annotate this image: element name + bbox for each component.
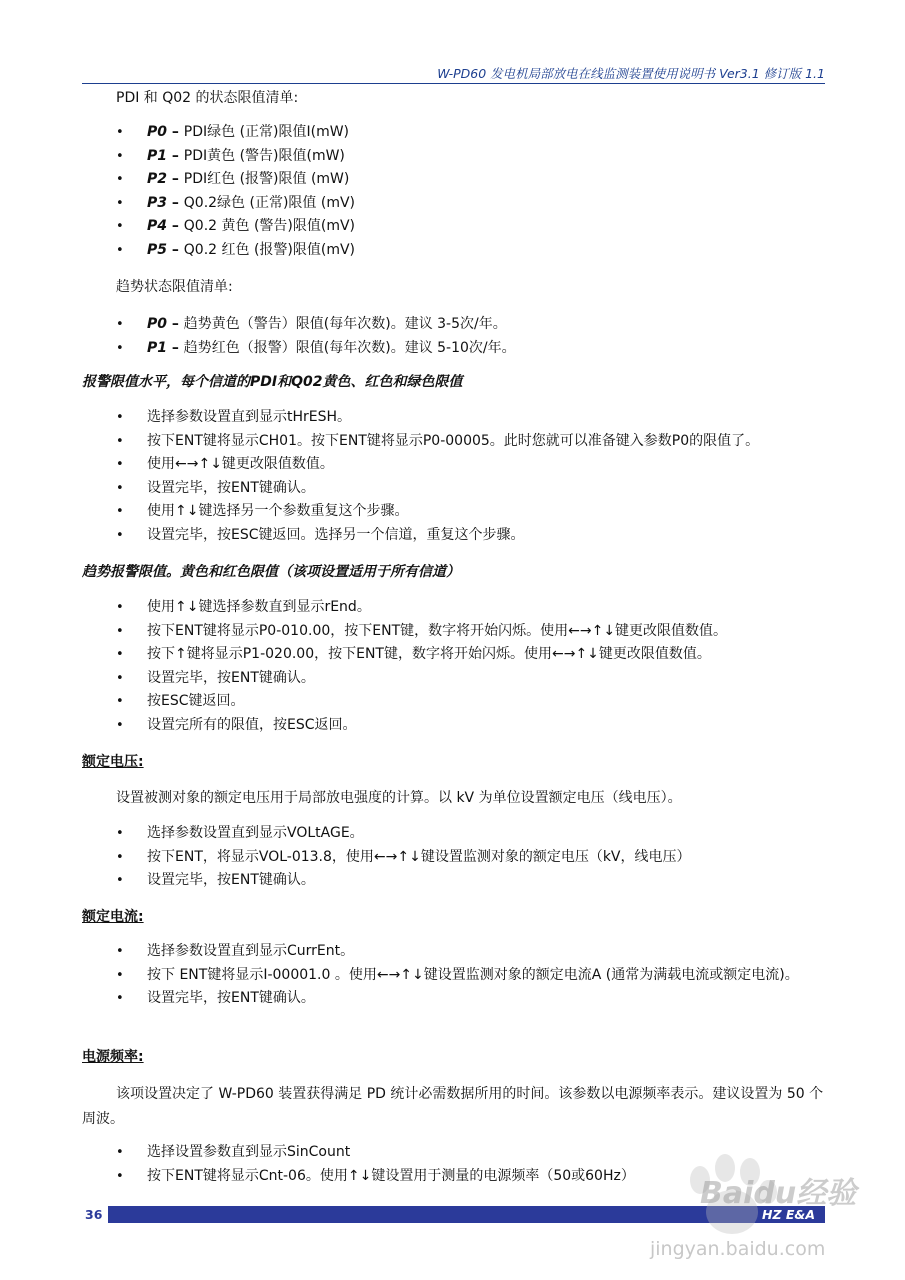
current-section-list [116, 940, 827, 1011]
list-item: • P4 – Q0.2 黄色 (警告)限值(mV) [116, 215, 355, 239]
list-item: • 按ESC键返回。 [116, 690, 727, 714]
list-item: • 设置完毕，按ENT键确认。 [116, 987, 827, 1011]
list-item: • 选择参数设置直到显示CurrEnt。 [116, 940, 827, 964]
list-item: • P0 – PDI绿色 (正常)限值I(mW) [116, 121, 355, 145]
list-item: • 选择参数设置直到显示VOLtAGE。 [116, 822, 691, 846]
header-rule [82, 83, 825, 84]
list-item: • 设置完毕，按ENT键确认。 [116, 869, 691, 893]
voltage-section-list [116, 822, 691, 893]
list-item: • 选择参数设置直到显示tHrESH。 [116, 406, 759, 430]
voltage-paragraph: 设置被测对象的额定电压用于局部放电强度的计算。以 kV 为单位设置额定电压（线电压）。 [116, 790, 682, 806]
list-item: • P1 – 趋势红色（报警）限值(每年次数)。建议 5-10次/年。 [116, 337, 516, 361]
page-number: 36 [82, 1206, 108, 1223]
alarm-section-list [116, 406, 759, 548]
footer-divider [108, 1206, 112, 1223]
list-item: • 设置完毕，按ESC键返回。选择另一个信道，重复这个步骤。 [116, 524, 759, 548]
frequency-section-list [116, 1141, 635, 1188]
list-item: • 设置完毕，按ENT键确认。 [116, 477, 759, 501]
list-item: • 按下ENT键将显示P0-010.00，按下ENT键，数字将开始闪烁。使用←→↑↓键更改限值数值。 [116, 620, 727, 644]
status-limits-list [116, 121, 355, 263]
list-item: • 使用↑↓键选择另一个参数重复这个步骤。 [116, 500, 759, 524]
list-item: • 选择设置参数直到显示SinCount [116, 1141, 635, 1165]
running-header: W-PD60 发电机局部放电在线监测装置使用说明书 Ver3.1 修订版 1.1 [437, 66, 825, 81]
list-item: • 按下ENT，将显示VOL-013.8，使用←→↑↓键设置监测对象的额定电压（kV，线电压） [116, 846, 691, 870]
list-item: • 按下ENT键将显示Cnt-06。使用↑↓键设置用于测量的电源频率（50或60Hz） [116, 1165, 635, 1189]
list-item-continuation: • 使用←→↑↓键更改限值数值。 [116, 453, 759, 477]
frequency-paragraph: 该项设置决定了 W-PD60 装置获得满足 PD 统计必需数据所用的时间。该参数以电源频率表示。建议设置为 50 个周波。 [82, 1086, 824, 1127]
list-item: • 设置完毕，按ENT键确认。 [116, 667, 727, 691]
list-item: • 按下 ENT键将显示I-00001.0 。使用←→↑↓键设置监测对象的额定电流A (通常为满载电流或额定电流)。 [116, 964, 827, 988]
list-item: • P0 – 趋势黄色（警告）限值(每年次数)。建议 3-5次/年。 [116, 313, 516, 337]
current-section-heading: 额定电流: [82, 909, 144, 925]
list-item: • P2 – PDI红色 (报警)限值 (mW) [116, 168, 355, 192]
status-limits-intro: PDI 和 Q02 的状态限值清单: [116, 90, 299, 106]
list-item: • P3 – Q0.2绿色 (正常)限值 (mV) [116, 192, 355, 216]
list-item: • 按下ENT键将显示CH01。按下ENT键将显示P0-00005。此时您就可以准备键入参数P0的限值了。 [116, 430, 759, 454]
list-item: • 设置完所有的限值，按ESC返回。 [116, 714, 727, 738]
frequency-section-heading: 电源频率: [82, 1049, 144, 1065]
list-item: • P1 – PDI黄色 (警告)限值(mW) [116, 145, 355, 169]
watermark-logo-text: Baidu经验 [700, 1176, 857, 1211]
trend-limits-list [116, 313, 516, 360]
watermark-url: jingyan.baidu.com [650, 1238, 826, 1260]
list-item: • 使用↑↓键选择参数直到显示rEnd。 [116, 596, 727, 620]
voltage-section-heading: 额定电压: [82, 754, 144, 770]
trend-section-list [116, 596, 727, 738]
trend-limits-intro: 趋势状态限值清单: [116, 279, 233, 295]
alarm-section-heading: 报警限值水平，每个信道的PDI和Q02黄色、红色和绿色限值 [82, 374, 463, 390]
trend-section-heading: 趋势报警限值。黄色和红色限值（该项设置适用于所有信道） [82, 564, 460, 580]
list-item: • 按下↑键将显示P1-020.00，按下ENT键，数字将开始闪烁。使用←→↑↓键更改限值数值。 [116, 643, 727, 667]
company-name: HZ E&A [762, 1207, 815, 1222]
list-item: • P5 – Q0.2 红色 (报警)限值(mV) [116, 239, 355, 263]
